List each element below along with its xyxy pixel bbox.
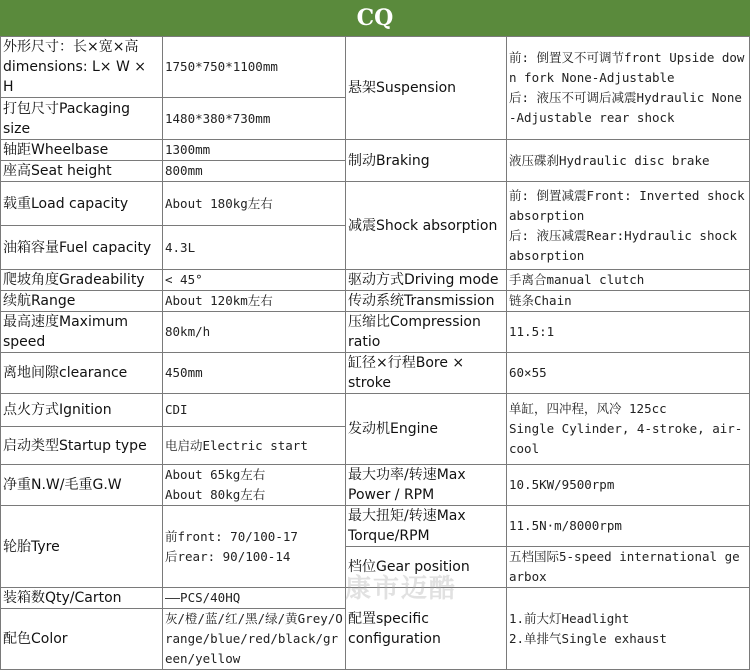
table-row (1, 465, 750, 506)
seat-height-label: 座高Seat height (1, 161, 163, 182)
table-row (1, 588, 750, 609)
table-row (1, 291, 750, 312)
config-line-2: 2.单排气Single exhaust (509, 630, 667, 646)
load-value: About 180kg左右 (163, 182, 346, 226)
tyre-label: 轮胎Tyre (1, 506, 163, 588)
seat-height-value: 800mm (163, 161, 346, 182)
range-value: About 120km左右 (163, 291, 346, 312)
config-value (507, 588, 750, 670)
gear-value: 五档国际5-speed international gearbox (507, 547, 750, 588)
max-power-value: 10.5KW/9500rpm (507, 465, 750, 506)
engine-line-1: 单缸，四冲程，风冷 125cc (509, 401, 667, 416)
clearance-label: 离地间隙clearance (1, 353, 163, 394)
table-row (1, 182, 750, 226)
braking-label: 制动Braking (346, 140, 507, 182)
transmission-value: 链条Chain (507, 291, 750, 312)
bore-value: 60×55 (507, 353, 750, 394)
ignition-label: 点火方式Ignition (1, 394, 163, 427)
config-label: 配置specific configuration (346, 588, 507, 670)
bore-label: 缸径×行程Bore × stroke (346, 353, 507, 394)
load-label: 载重Load capacity (1, 182, 163, 226)
braking-value: 液压碟刹Hydraulic disc brake (507, 140, 750, 182)
engine-line-2: Single Cylinder, 4-stroke, air-cool (509, 421, 743, 456)
suspension-front: 前: 倒置叉不可调节front Upside down fork None-Adjustable (509, 50, 745, 85)
table-row (1, 37, 750, 98)
suspension-value (507, 37, 750, 140)
compression-value: 11.5:1 (507, 312, 750, 353)
table-row (1, 270, 750, 291)
suspension-label: 悬架Suspension (346, 37, 507, 140)
gradeability-value: < 45° (163, 270, 346, 291)
tyre-value (163, 506, 346, 588)
engine-label: 发动机Engine (346, 394, 507, 465)
fuel-label: 油箱容量Fuel capacity (1, 226, 163, 270)
range-label: 续航Range (1, 291, 163, 312)
config-line-1: 1.前大灯Headlight (509, 610, 630, 626)
shock-value (507, 182, 750, 270)
max-torque-label: 最大扭矩/转速Max Torque/RPM (346, 506, 507, 547)
gross-weight: About 80kg左右 (165, 487, 266, 502)
weight-label: 净重N.W/毛重G.W (1, 465, 163, 506)
table-row (1, 353, 750, 394)
transmission-label: 传动系统Transmission (346, 291, 507, 312)
table-row (1, 140, 750, 161)
tyre-rear: 后rear: 90/100-14 (165, 548, 291, 564)
drive-label: 驱动方式Driving mode (346, 270, 507, 291)
fuel-value: 4.3L (163, 226, 346, 270)
sheet-title: CQ (0, 0, 750, 36)
clearance-value: 450mm (163, 353, 346, 394)
gradeability-label: 爬坡角度Gradeability (1, 270, 163, 291)
max-speed-value: 80km/h (163, 312, 346, 353)
startup-value: 电启动Electric start (163, 427, 346, 465)
max-power-label: 最大功率/转速Max Power / RPM (346, 465, 507, 506)
drive-value: 手离合manual clutch (507, 270, 750, 291)
suspension-rear: 后: 液压不可调后减震Hydraulic None-Adjustable rear shock (509, 90, 742, 125)
compression-label: 压缩比Compression ratio (346, 312, 507, 353)
shock-rear: 后: 液压减震Rear:Hydraulic shock absorption (509, 227, 738, 263)
gear-label: 档位Gear position (346, 547, 507, 588)
carton-value: ——PCS/40HQ (163, 588, 346, 609)
max-speed-label: 最高速度Maximum speed (1, 312, 163, 353)
tyre-front: 前front: 70/100-17 (165, 528, 298, 544)
carton-label: 装箱数Qty/Carton (1, 588, 163, 609)
wheelbase-label: 轴距Wheelbase (1, 140, 163, 161)
table-row (1, 312, 750, 353)
color-label: 配色Color (1, 609, 163, 670)
spec-table (0, 36, 750, 670)
dimensions-value: 1750*750*1100mm (163, 37, 346, 98)
shock-front: 前: 倒置减震Front: Inverted shock absorption (509, 187, 745, 223)
shock-label: 减震Shock absorption (346, 182, 507, 270)
engine-value (507, 394, 750, 465)
dimensions-label: 外形尺寸：长×宽×高dimensions: L× W × H (1, 37, 163, 98)
startup-label: 启动类型Startup type (1, 427, 163, 465)
watermark: 康市迈酷 (345, 574, 458, 604)
color-value: 灰/橙/蓝/红/黑/绿/黄Grey/Orange/blue/red/black/green/yellow (163, 609, 346, 670)
table-row (1, 394, 750, 427)
max-torque-value: 11.5N·m/8000rpm (507, 506, 750, 547)
weight-value (163, 465, 346, 506)
wheelbase-value: 1300mm (163, 140, 346, 161)
ignition-value: CDI (163, 394, 346, 427)
net-weight: About 65kg左右 (165, 467, 266, 482)
packaging-label: 打包尺寸Packaging size (1, 98, 163, 140)
packaging-value: 1480*380*730mm (163, 98, 346, 140)
table-row (1, 506, 750, 547)
